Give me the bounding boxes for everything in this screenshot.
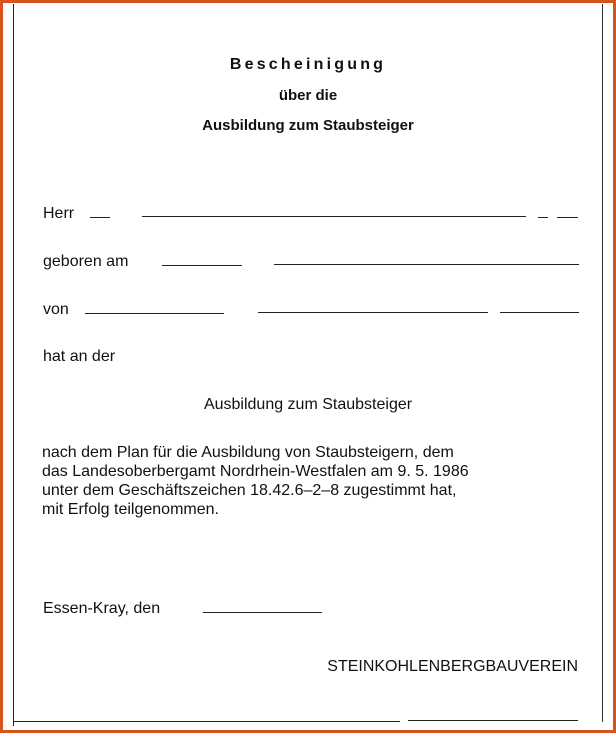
herr-line-d xyxy=(557,217,578,218)
date-line xyxy=(203,612,322,613)
geboren-line-b xyxy=(274,264,579,265)
herr-line-b xyxy=(142,216,526,217)
geboren-label: geboren am xyxy=(43,253,129,270)
document-subtitle-1: über die xyxy=(278,87,338,104)
herr-line-a xyxy=(90,217,110,218)
document-subtitle-2: Ausbildung zum Staubsteiger xyxy=(202,117,414,134)
paragraph-line: mit Erfolg teilgenommen. xyxy=(42,501,219,518)
hat-an-der-label: hat an der xyxy=(43,348,116,365)
course-name: Ausbildung zum Staubsteiger xyxy=(203,396,413,413)
paragraph-line: das Landesoberbergamt Nordrhein-Westfalen am 9. 5. 1986 xyxy=(42,463,469,480)
place-date-label: Essen-Kray, den xyxy=(43,600,161,617)
paragraph-line: nach dem Plan für die Ausbildung von Staubsteigern, dem xyxy=(42,444,454,461)
herr-label: Herr xyxy=(43,205,75,222)
von-line-a xyxy=(85,313,224,314)
right-rule xyxy=(602,4,603,722)
certificate-paragraph xyxy=(42,443,587,519)
document-title: Bescheinigung xyxy=(229,56,387,73)
geboren-line-a xyxy=(162,265,242,266)
bottom-rule-right xyxy=(408,720,578,721)
paragraph-line: unter dem Geschäftszeichen 18.42.6–2–8 zugestimmt hat, xyxy=(42,482,457,499)
left-rule xyxy=(13,4,14,726)
von-label: von xyxy=(43,301,69,318)
von-line-c xyxy=(500,312,579,313)
von-line-b xyxy=(258,312,488,313)
herr-line-c xyxy=(538,217,548,218)
bottom-rule xyxy=(14,721,400,722)
issuer-name: STEINKOHLENBERGBAUVEREIN xyxy=(327,658,578,675)
